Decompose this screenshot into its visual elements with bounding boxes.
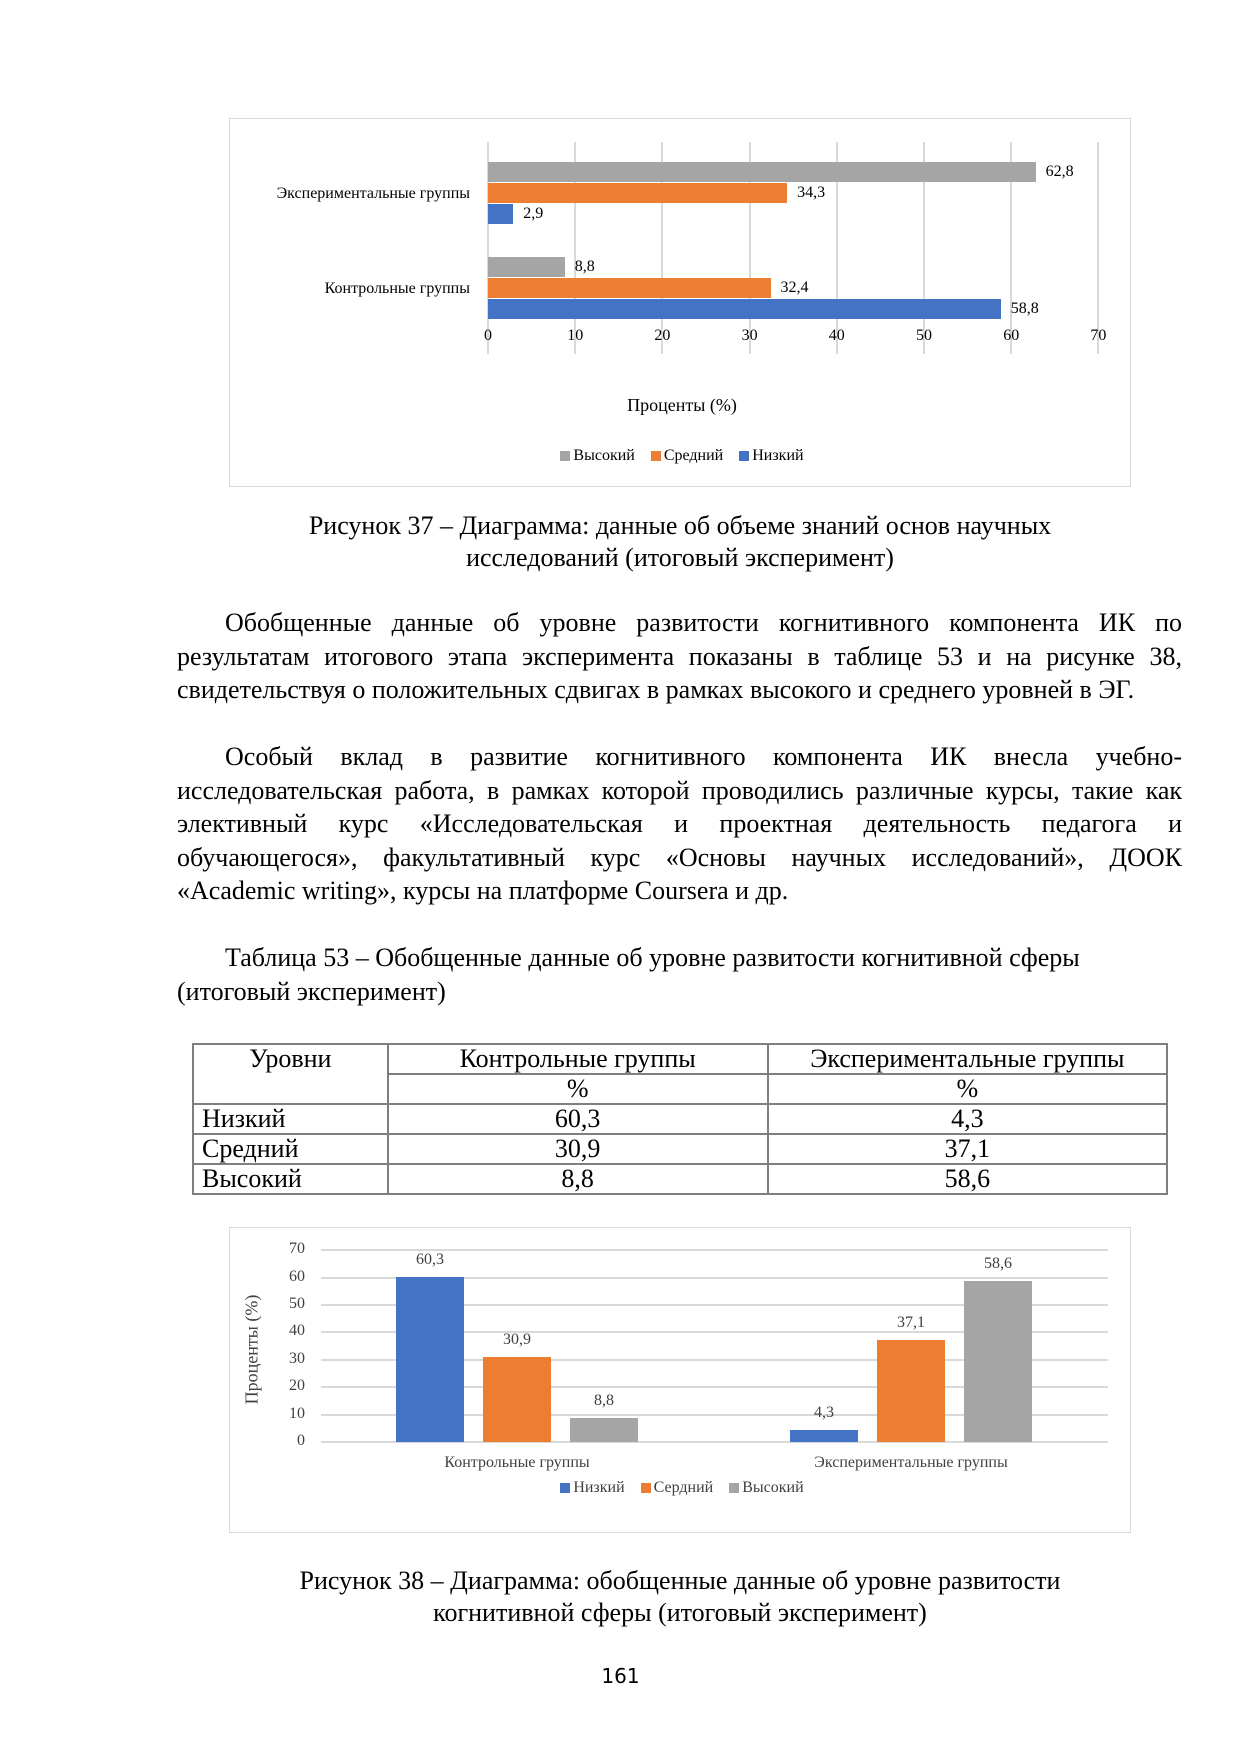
caption-line: исследований (итоговый эксперимент) — [466, 543, 894, 572]
data-label: 8,8 — [574, 258, 595, 275]
category-label: Экспериментальные группы — [276, 185, 470, 202]
y-tick-label: 0 — [297, 1432, 305, 1449]
data-label: 37,1 — [897, 1314, 925, 1332]
bar-Сердний — [877, 1340, 945, 1442]
legend-label: Низкий — [573, 1479, 625, 1496]
data-label: 58,6 — [984, 1255, 1012, 1273]
figure-37-chart — [229, 118, 1131, 487]
figure-38-chart — [229, 1227, 1131, 1533]
y-tick-label: 20 — [289, 1377, 305, 1395]
y-axis-title: Проценты (%) — [241, 1294, 262, 1405]
figure-38-caption — [170, 1565, 1190, 1629]
x-tick-label: 50 — [916, 327, 932, 344]
legend-item — [739, 447, 803, 465]
bar-Средний — [488, 183, 787, 203]
chart-legend — [230, 1479, 1134, 1497]
table-row — [193, 1164, 1167, 1194]
level-cell: Низкий — [193, 1104, 388, 1134]
legend-swatch-icon — [729, 1483, 739, 1493]
x-tick-label: 0 — [484, 327, 492, 344]
bar-Высокий — [488, 257, 565, 277]
control-cell: 60,3 — [388, 1104, 768, 1134]
y-tick-label: 10 — [289, 1404, 305, 1422]
bar-Низкий — [488, 204, 513, 224]
legend-swatch-icon — [560, 1483, 570, 1493]
y-tick-label: 70 — [289, 1240, 305, 1258]
header-unit-control: % — [388, 1074, 768, 1104]
level-cell: Высокий — [193, 1164, 388, 1194]
level-cell: Средний — [193, 1134, 388, 1164]
category-label: Контрольные группы — [444, 1454, 590, 1471]
legend-swatch-icon — [651, 451, 661, 461]
x-tick-label: 70 — [1090, 327, 1107, 344]
bar-Высокий — [488, 162, 1036, 182]
table-53 — [192, 1043, 1168, 1195]
table-header-row — [193, 1044, 1167, 1074]
header-control: Контрольные группы — [388, 1044, 768, 1074]
header-experimental: Экспериментальные группы — [768, 1044, 1167, 1074]
control-cell: 8,8 — [388, 1164, 768, 1194]
data-label: 30,9 — [503, 1331, 531, 1349]
table-53-title: Таблица 53 – Обобщенные данные об уровне развитости когнитивной сферы (итоговый эксперимент) — [177, 943, 1080, 1006]
experimental-cell: 37,1 — [768, 1134, 1167, 1164]
legend-item — [651, 447, 723, 465]
bar-Сердний — [483, 1357, 551, 1442]
legend-item — [560, 447, 634, 465]
y-tick-label: 30 — [289, 1349, 305, 1367]
caption-line: Рисунок 37 – Диаграмма: данные об объеме знаний основ научных — [308, 511, 1052, 540]
header-unit-experimental: % — [768, 1074, 1167, 1104]
table-row — [193, 1134, 1167, 1164]
data-label: 60,3 — [416, 1250, 444, 1268]
legend-label: Высокий — [742, 1479, 804, 1496]
data-label: 8,8 — [594, 1391, 614, 1409]
experimental-cell: 58,6 — [768, 1164, 1167, 1194]
x-tick-label: 10 — [567, 327, 584, 344]
x-tick-label: 20 — [654, 327, 671, 344]
caption-line: когнитивной сферы (итоговый эксперимент) — [433, 1598, 927, 1627]
chart-legend — [230, 447, 1134, 465]
category-label: Экспериментальные группы — [814, 1454, 1008, 1471]
bar-Низкий — [396, 1277, 464, 1442]
bar-Высокий — [964, 1281, 1032, 1442]
bar-Низкий — [790, 1430, 858, 1442]
page-number: 161 — [601, 1664, 640, 1688]
legend-item — [560, 1479, 624, 1497]
body-paragraph-2: Особый вклад в развитие когнитивного компонента ИК внесла учебно-исследовательская работа, в рамках которой проводились различные курсы, такие как элективный курс «Исследовательская и проектная деятельность педагога и обучающегося», факультативный курс «Основы научных исследований», ДООК «Academic writing», курсы на платформе Coursera и др. — [177, 742, 1182, 905]
data-label: 58,8 — [1010, 300, 1039, 317]
legend-label: Низкий — [752, 447, 804, 464]
bar-Высокий — [570, 1418, 638, 1442]
legend-item — [729, 1479, 803, 1497]
x-tick-label: 40 — [828, 327, 845, 344]
gridline — [1097, 142, 1099, 354]
bar-Средний — [488, 278, 771, 298]
figure-37-caption — [170, 510, 1190, 574]
control-cell: 30,9 — [388, 1134, 768, 1164]
y-tick-label: 40 — [289, 1322, 305, 1340]
data-label: 34,3 — [797, 184, 826, 201]
y-tick-label: 50 — [289, 1295, 305, 1312]
legend-swatch-icon — [560, 451, 570, 461]
y-tick-label: 60 — [289, 1267, 305, 1285]
data-label: 2,9 — [523, 205, 544, 222]
category-label: Контрольные группы — [324, 280, 470, 297]
x-tick-label: 60 — [1003, 327, 1020, 344]
data-label: 4,3 — [814, 1404, 834, 1422]
caption-line: Рисунок 38 – Диаграмма: обобщенные данные об уровне развитости — [299, 1566, 1061, 1595]
body-paragraph-1: Обобщенные данные об уровне развитости когнитивного компонента ИК по результатам итогового этапа эксперимента показаны в таблице 53 и на рисунке 38, свидетельствуя о положительных сдвигах в рамках высокого и среднего уровней в ЭГ. — [177, 608, 1182, 704]
legend-swatch-icon — [739, 451, 749, 461]
legend-label: Высокий — [573, 447, 635, 464]
experimental-cell: 4,3 — [768, 1104, 1167, 1134]
legend-item — [641, 1479, 714, 1497]
data-label: 62,8 — [1045, 163, 1074, 180]
header-levels: Уровни — [193, 1044, 388, 1104]
bar-Низкий — [488, 299, 1001, 319]
x-axis-title: Проценты (%) — [627, 395, 737, 415]
legend-label: Средний — [663, 447, 724, 464]
legend-label: Сердний — [653, 1479, 714, 1496]
table-row — [193, 1104, 1167, 1134]
x-tick-label: 30 — [741, 327, 758, 344]
data-label: 32,4 — [780, 279, 809, 296]
legend-swatch-icon — [641, 1483, 651, 1493]
